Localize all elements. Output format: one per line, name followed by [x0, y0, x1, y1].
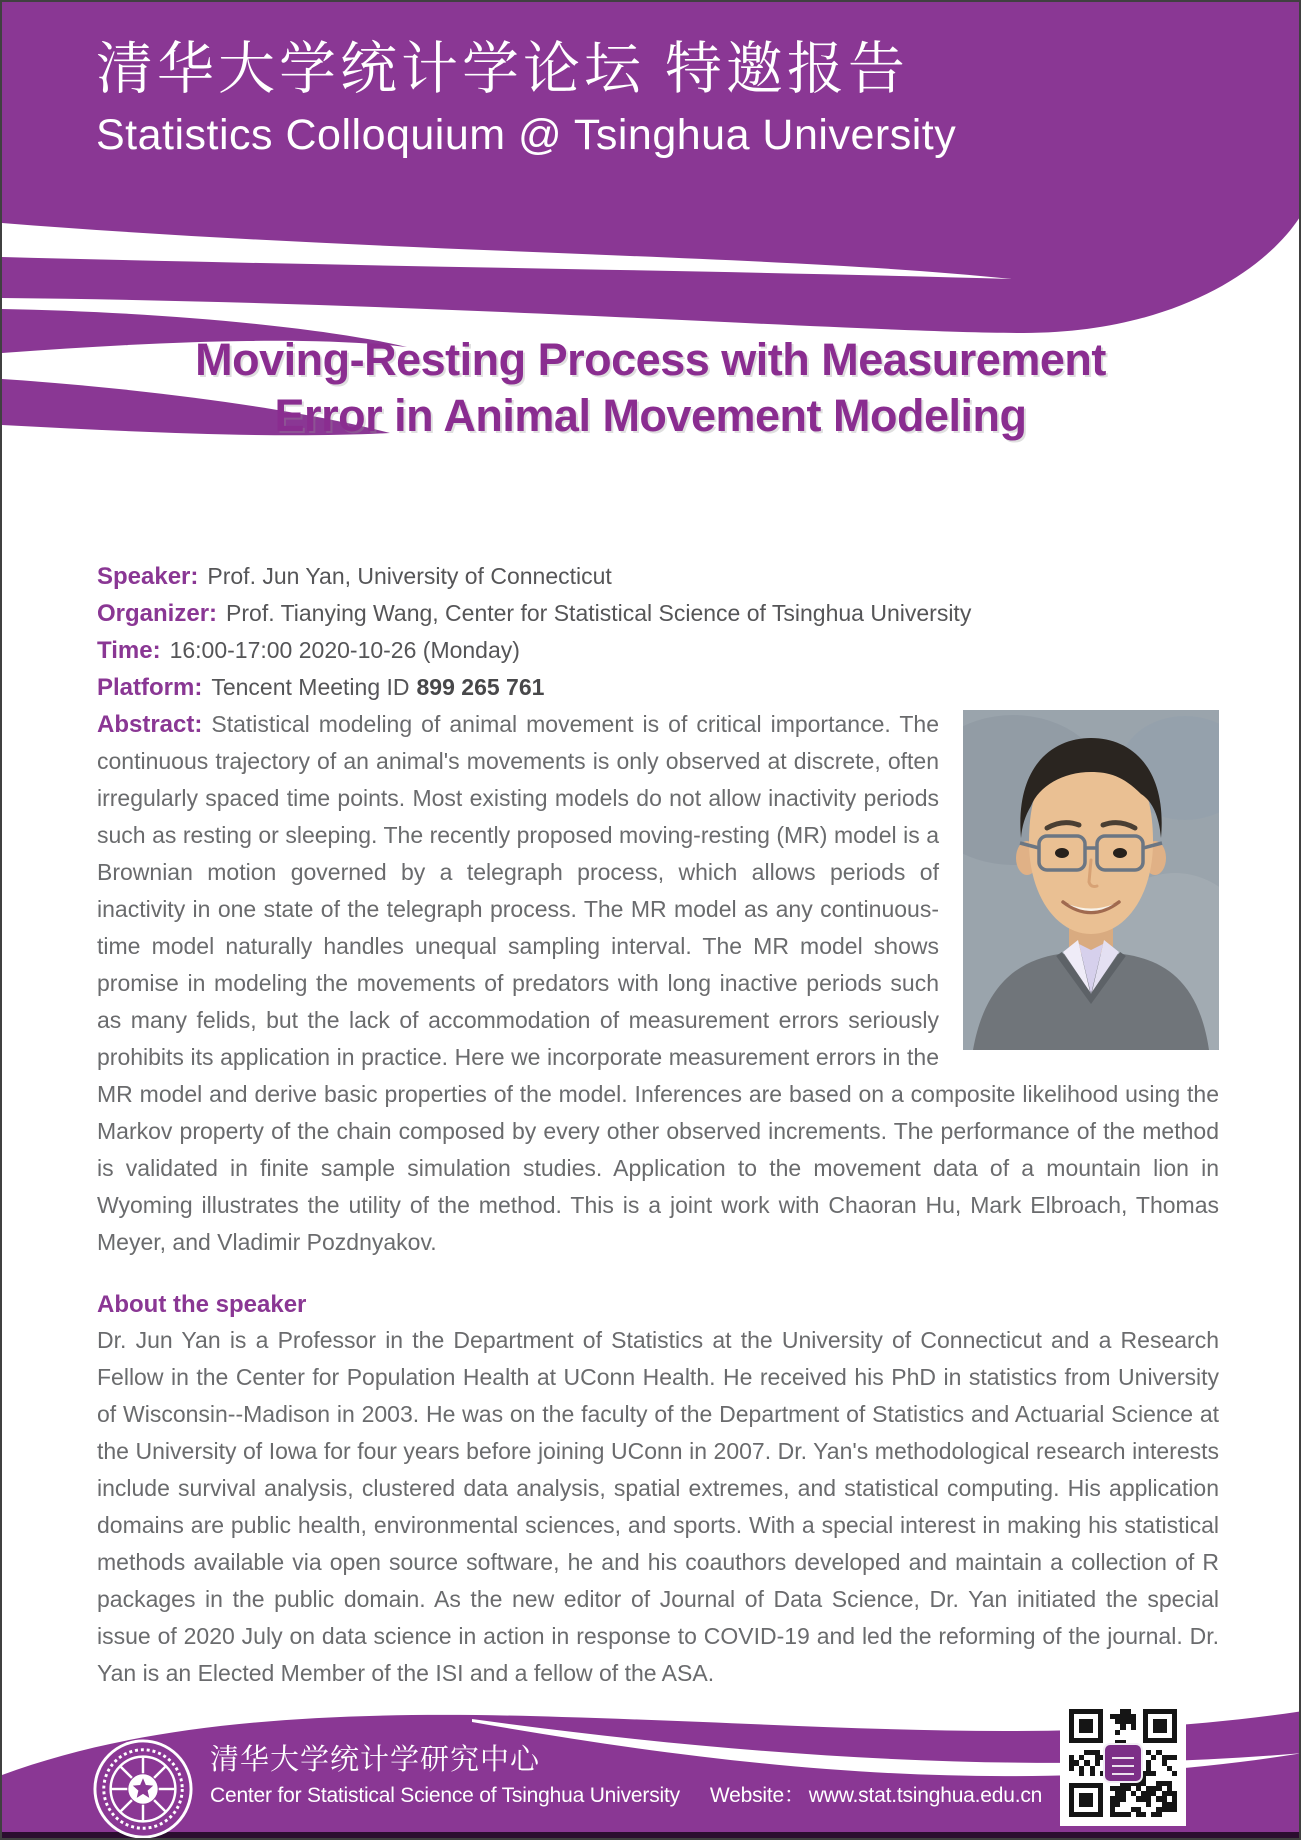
talk-title-line2: Error in Animal Movement Modeling	[274, 390, 1027, 441]
time-label: Time:	[97, 637, 161, 664]
abstract-paragraph	[97, 706, 1219, 1261]
header-title-chinese: 清华大学统计学论坛 特邀报告	[96, 37, 909, 101]
poster-body	[97, 558, 1219, 1692]
abstract-label: Abstract:	[97, 711, 203, 738]
about-speaker-heading: About the speaker	[97, 1291, 307, 1318]
qr-finder-top-left	[1069, 1709, 1103, 1743]
detail-row-time	[97, 632, 1219, 669]
qr-code	[1060, 1700, 1186, 1826]
qr-center-badge	[1103, 1743, 1143, 1783]
qr-finder-top-right	[1143, 1709, 1177, 1743]
footer-org-english: Center for Statistical Science of Tsinghua University	[210, 1784, 680, 1807]
website-label: Website：	[709, 1784, 805, 1807]
time-value: 16:00-17:00 2020-10-26 (Monday)	[169, 637, 520, 663]
footer-organization	[210, 1740, 1042, 1812]
poster-header	[96, 32, 956, 164]
platform-value: Tencent Meeting ID	[211, 674, 410, 700]
abstract-text: Statistical modeling of animal movement is of critical importance. The continuous trajectory of an animal's movements is only observed at discrete, often irregularly spaced time points. Most existing models do not allow inactivity periods such as resting or sleeping. The recently proposed moving-resting (MR) model is a Brownian motion governed by a telegraph process, which allows periods of inactivity in one state of the telegraph process. The MR model as any continuous-time model naturally handles unequal sampling interval. The MR model shows promise in modeling the movements of predators with long inactive periods such as many felids, but the lack of accommodation of measurement errors seriously prohibits its application in practice. Here we incorporate measurement errors in the MR model and derive basic properties of the model. Inferences are based on a composite likelihood using the Markov property of the chain composed by every other observed increments. The performance of the method is validated in finite sample simulation studies. Application to the movement data of a mountain lion in Wyoming illustrates the utility of the method. This is a joint work with Chaoran Hu, Mark Elbroach, Thomas Meyer, and Vladimir Pozdnyakov.	[97, 711, 1219, 1255]
footer-org-chinese: 清华大学统计学研究中心	[210, 1744, 541, 1776]
speaker-photo	[963, 710, 1219, 1050]
detail-row-platform	[97, 669, 1219, 706]
tsinghua-logo	[92, 1738, 194, 1840]
platform-label: Platform:	[97, 674, 203, 701]
organizer-label: Organizer:	[97, 600, 218, 627]
detail-row-speaker	[97, 558, 1219, 595]
talk-title	[2, 332, 1299, 444]
organizer-value: Prof. Tianying Wang, Center for Statistical Science of Tsinghua University	[226, 600, 972, 626]
header-title-english: Statistics Colloquium @ Tsinghua University	[96, 111, 957, 159]
talk-title-line1: Moving-Resting Process with Measurement	[195, 334, 1106, 385]
about-speaker-paragraph: Dr. Jun Yan is a Professor in the Department of Statistics at the University of Connecticut and a Research Fellow in the Center for Population Health at UConn Health. He received his PhD in statistics from University of Wisconsin--Madison in 2003. He was on the faculty of the Department of Statistics and Actuarial Science at the University of Iowa for four years before joining UConn in 2007. Dr. Yan's methodological research interests include survival analysis, clustered data analysis, spatial extremes, and statistical computing. His application domains are public health, environmental sciences, and sports. With a special interest in making his statistical methods available via open source software, he and his coauthors developed and maintain a collection of R packages in the public domain. As the new editor of Journal of Data Science, Dr. Yan initiated the special issue of 2020 July on data science in action in response to COVID-19 and led the reforming of the journal. Dr. Yan is an Elected Member of the ISI and a fellow of the ASA.	[97, 1327, 1219, 1686]
qr-finder-bottom-left	[1069, 1783, 1103, 1817]
website-url: www.stat.tsinghua.edu.cn	[808, 1784, 1043, 1807]
speaker-label: Speaker:	[97, 563, 199, 590]
detail-row-organizer	[97, 595, 1219, 632]
speaker-value: Prof. Jun Yan, University of Connecticut	[207, 563, 612, 589]
meeting-id: 899 265 761	[416, 674, 545, 700]
